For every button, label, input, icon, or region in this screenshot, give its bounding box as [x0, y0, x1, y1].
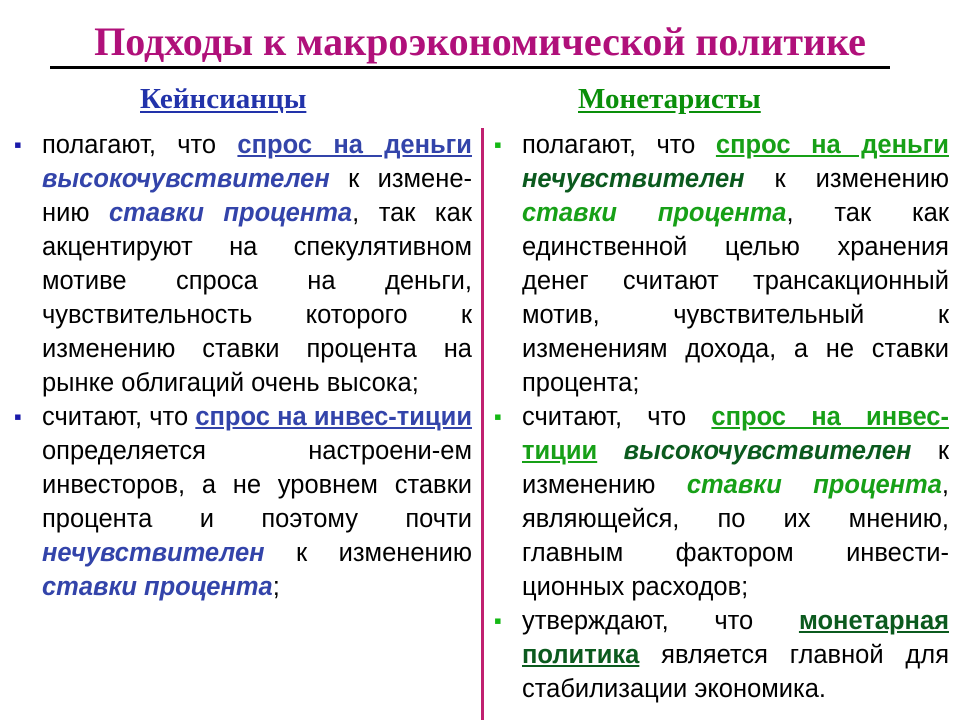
text: утверждают, что [522, 607, 799, 635]
text: ; [272, 573, 280, 601]
term-investment-demand: спрос на инвес-тиции [522, 403, 949, 465]
term-interest-rate: ставки процента [108, 199, 353, 227]
column-divider [481, 128, 484, 720]
term-insensitive: нечувствителен [42, 539, 265, 567]
term-investment-demand: спрос на инвес-тиции [195, 403, 472, 431]
text: является главной для стабилизации экономика. [522, 641, 949, 703]
monetarist-item-2 [494, 400, 949, 604]
term-high-sensitivity: высокочувствителен [623, 437, 912, 465]
text [597, 437, 623, 465]
text: к изменению [522, 437, 949, 499]
text: , являющейся, по их мнению, главным фактором инвести-ционных расходов; [522, 471, 949, 601]
text: полагают, что [522, 131, 716, 159]
bullet-icon: ▪ [494, 608, 502, 633]
text: , так как единственной целью хранения денег считают трансакционный мотив, чувствительный к изменениям дохода, а не ставки процента; [522, 199, 949, 397]
text: определяется настроени-ем инвесторов, а не уровнем ставки процента и поэтому почти [42, 437, 472, 533]
term-monetary-policy: монетарная политика [522, 607, 949, 669]
bullet-icon: ▪ [14, 132, 22, 157]
text: считают, что [522, 403, 712, 431]
bullet-icon: ▪ [494, 132, 502, 157]
monetarist-item-1 [494, 128, 949, 400]
bullet-icon: ▪ [494, 404, 502, 429]
text: считают, что [42, 403, 196, 431]
text: полагают, что [42, 131, 238, 159]
monetarist-item-3 [494, 604, 949, 706]
term-interest-rate: ставки процента [686, 471, 942, 499]
monetarists-column [494, 128, 949, 706]
term-high-sensitivity: высокочувствителен [42, 165, 330, 193]
term-insensitive: нечувствителен [522, 165, 745, 193]
term-interest-rate: ставки процента [42, 573, 273, 601]
term-interest-rate: ставки процента [522, 199, 787, 227]
keynes-item-1 [14, 128, 472, 400]
term-money-demand: спрос на деньги [237, 131, 472, 159]
title-underline [50, 66, 890, 69]
monetarists-header: Монетаристы [578, 83, 761, 115]
keynesians-column [14, 128, 472, 604]
bullet-icon: ▪ [14, 404, 22, 429]
keynes-item-2 [14, 400, 472, 604]
page-title: Подходы к макроэкономической политике [94, 19, 866, 64]
text: к изменению [264, 539, 472, 567]
keynesians-header: Кейнсианцы [140, 83, 307, 115]
term-money-demand: спрос на деньги [715, 131, 949, 159]
text: к измене-нию [42, 165, 472, 227]
text: к изменению [744, 165, 949, 193]
text: , так как акцентируют на спекулятивном мотиве спроса на деньги, чувствительность которого к изменению ставки процента на рынке облигаций очень высока; [42, 199, 472, 397]
